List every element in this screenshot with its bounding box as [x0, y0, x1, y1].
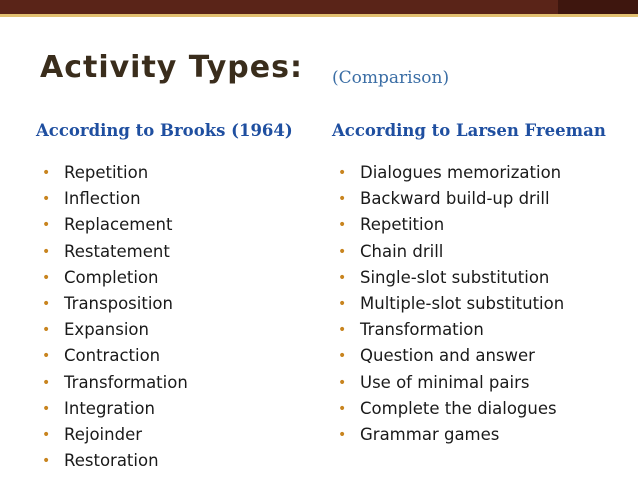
- comparison-label: (Comparison): [332, 68, 450, 88]
- list-item-label: Repetition: [64, 163, 149, 182]
- bullet-icon: •: [338, 269, 347, 286]
- list-item: [338, 343, 564, 369]
- list-item: [42, 291, 188, 317]
- right-activity-list: [338, 160, 564, 448]
- list-item-label: Chain drill: [360, 241, 444, 261]
- list-item-label: Transposition: [64, 293, 173, 313]
- bullet-icon: •: [42, 453, 51, 470]
- bullet-icon: •: [338, 322, 347, 339]
- list-item-label: Transformation: [64, 372, 188, 392]
- list-item-label: Restatement: [64, 241, 170, 261]
- list-item-label: Multiple-slot substitution: [360, 293, 565, 313]
- bullet-icon: •: [338, 348, 347, 365]
- list-item-label: Integration: [64, 398, 155, 418]
- list-item-label: Dialogues memorization: [360, 163, 562, 182]
- list-item: [42, 317, 188, 343]
- list-item: [338, 160, 564, 186]
- slide-title-text: Activity Types: [40, 50, 290, 85]
- top-decorative-bar: [0, 0, 638, 14]
- bullet-icon: •: [338, 374, 347, 391]
- bullet-icon: •: [42, 400, 51, 417]
- list-item: [42, 160, 188, 186]
- bullet-icon: •: [42, 295, 51, 312]
- bullet-icon: •: [338, 165, 347, 181]
- list-item: [338, 317, 564, 343]
- list-item-label: Replacement: [64, 215, 173, 235]
- bullet-icon: •: [42, 191, 51, 208]
- left-activity-list: [42, 160, 188, 474]
- list-item: [338, 370, 564, 396]
- list-item: [338, 212, 564, 238]
- list-item-label: Completion: [64, 267, 159, 287]
- list-item-label: Question and answer: [360, 346, 535, 366]
- list-item-label: Use of minimal pairs: [360, 372, 530, 392]
- bullet-icon: •: [42, 243, 51, 260]
- bullet-icon: •: [42, 165, 51, 181]
- list-item: [42, 396, 188, 422]
- list-item: [42, 448, 188, 474]
- right-column-heading: According to Larsen Freeman: [332, 121, 606, 140]
- list-item: [42, 239, 188, 265]
- bullet-icon: •: [338, 426, 347, 443]
- list-item: [338, 186, 564, 212]
- list-item-label: Contraction: [64, 346, 161, 366]
- list-item: [338, 239, 564, 265]
- bullet-icon: •: [338, 295, 347, 312]
- list-item-label: Grammar games: [360, 424, 500, 444]
- slide-title: [40, 50, 303, 85]
- bullet-icon: •: [42, 322, 51, 339]
- bullet-icon: •: [42, 269, 51, 286]
- bullet-icon: •: [42, 217, 51, 234]
- list-item: [42, 212, 188, 238]
- list-item: [42, 186, 188, 212]
- slide-title-colon: :: [289, 50, 303, 85]
- list-item: [42, 343, 188, 369]
- list-item: [338, 396, 564, 422]
- list-item: [42, 265, 188, 291]
- list-item: [338, 291, 564, 317]
- bullet-icon: •: [338, 217, 347, 234]
- bullet-icon: •: [338, 191, 347, 208]
- list-item: [338, 422, 564, 448]
- bullet-icon: •: [42, 426, 51, 443]
- list-item-label: Restoration: [64, 451, 159, 471]
- left-column-heading: According to Brooks (1964): [36, 121, 293, 140]
- top-bar-dark-end: [558, 0, 638, 14]
- list-item-label: Backward build-up drill: [360, 189, 550, 209]
- list-item: [338, 265, 564, 291]
- list-item-label: Rejoinder: [64, 424, 143, 444]
- list-item-label: Single-slot substitution: [360, 267, 550, 287]
- list-item-label: Inflection: [64, 189, 141, 209]
- list-item-label: Complete the dialogues: [360, 398, 557, 418]
- list-item-label: Transformation: [360, 320, 484, 340]
- bullet-icon: •: [338, 400, 347, 417]
- bullet-icon: •: [42, 374, 51, 391]
- bullet-icon: •: [338, 243, 347, 260]
- list-item: [42, 370, 188, 396]
- list-item-label: Repetition: [360, 215, 445, 235]
- list-item: [42, 422, 188, 448]
- bullet-icon: •: [42, 348, 51, 365]
- list-item-label: Expansion: [64, 320, 149, 340]
- top-bar-accent-stripe: [0, 14, 638, 17]
